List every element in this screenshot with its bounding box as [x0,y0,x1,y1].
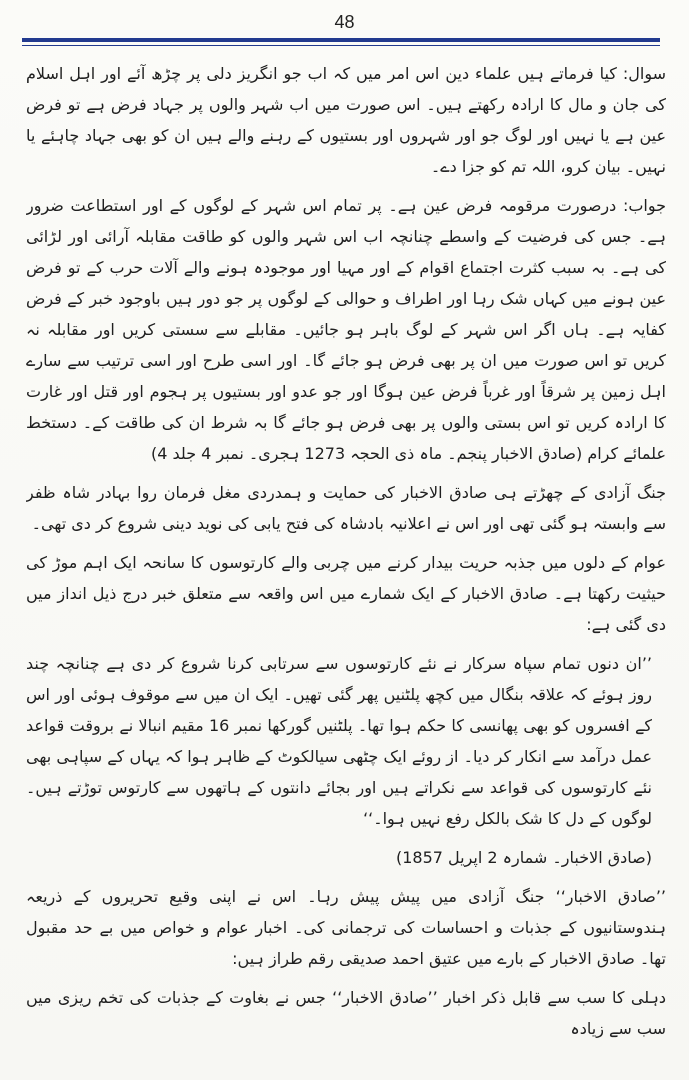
news-quote: ’’ان دنوں تمام سپاہ سرکار نے نئے کارتوسوں سے سرتابی کرنا شروع کر دی ہے چنانچہ چند روز ہوئے کہ علاقہ بنگال میں کچھ پلٹنیں پھر گئی تھیں۔ ایک ان میں سے موقوف ہوئی اور اس کے افسروں کو بھی پھانسی کا حکم ہوا تھا۔ پلٹنیں گورکھا نمبر 16 مقیم انبالا نے بروقت قواعد عمل درآمد سے انکار کر دیا۔ از روئے ایک چٹھی سیالکوٹ کے ظاہر ہوا کہ یہاں کے سپاہی بھی نئے کارتوسوں کی قواعد سے نکراتے ہیں اور بجائے دانتوں کے ہاتھوں سے کارتوس توڑتے ہیں۔ لوگوں کے دل کا شک بالکل رفع نہیں ہوا۔‘‘ [26,654,653,828]
closing-paragraph: ’’صادق الاخبار‘‘ جنگ آزادی میں پیش پیش رہا۔ اس نے اپنی وقیع تحریروں کے ذریعہ ہندوستانیوں کے جذبات و احساسات کی ترجمانی کی۔ اخبار عوام و خواص میں بے حد مقبول تھا۔ صادق الاخبار کے بارے میں عتیق احمد صدیقی رقم طراز ہیں: [26,887,666,968]
header-rule-thin [22,45,660,46]
intro-paragraph: عوام کے دلوں میں جذبہ حریت بیدار کرنے میں چربی والے کارتوسوں کا سانحہ ایک اہم موڑ کی حیثیت رکھتا ہے۔ صادق الاخبار کے ایک شمارے میں اس واقعہ سے متعلق خبر درج ذیل انداز میں دی گئی ہے: [26,553,666,634]
header-rule-thick [22,38,660,42]
final-line: دہلی کا سب سے قابل ذکر اخبار ’’صادق الاخبار‘‘ جس نے بغاوت کے جذبات کی تخم ریزی میں سب سے زیادہ [26,988,666,1038]
answer-paragraph: جواب: درصورت مرقومہ فرض عین ہے۔ پر تمام اس شہر کے لوگوں کے اور استطاعت ضرور ہے۔ جس کی فرضیت کے واسطے چنانچہ اب اس شہر والوں کو طاقت مقابلہ آرائی اور لڑائی کی ہے۔ بہ سبب کثرت اجتماع اقوام کے اور مہیا اور موجودہ ہونے والے آلات حرب کے تو فرض عین ہونے میں کہاں شک رہا اور اطراف و حوالی کے لوگوں پر جو دور ہیں باوجود خبر کے فرض کفایہ ہے۔ ہاں اگر اس شہر کے لوگ باہر ہو جائیں۔ مقابلے سے سستی کریں اور مقابلہ نہ کریں تو اس صورت میں ان پر بھی فرض ہو جائے گا۔ اور اسی طرح اور اسی ترتیب سے سارے اہل زمین پر شرقاً اور غرباً فرض عین ہوگا اور جو عدو اور بستیوں پر ہجوم اور قتل اور غارت کا ارادہ کریں تو اس بستی والوں پر بھی فرض ہو جائے گا بہ شرط ان کی طاقت کے۔ دستخط علمائے کرام (صادق الاخبار پنجم۔ ماہ ذی الحجہ 1273 ہجری۔ نمبر 4 جلد 4) [26,196,666,463]
question-paragraph: سوال: کیا فرماتے ہیں علماء دین اس امر میں کہ اب جو انگریز دلی پر چڑھ آئے اور اہل اسلام کی جان و مال کا ارادہ رکھتے ہیں۔ اس صورت میں اب شہر والوں پر جہاد فرض ہے تو فرض عین ہے یا نہیں اور لوگ جو اور شہروں اور بستیوں کے رہنے والے ہیں ان کو بھی جہاد چاہئے یا نہیں۔ بیان کرو، اللہ تم کو جزا دے۔ [26,64,666,176]
news-citation: (صادق الاخبار۔ شمارہ 2 اپریل 1857) [395,848,652,867]
page-content [26,58,666,1068]
page-number: 48 [334,12,355,32]
history-paragraph: جنگ آزادی کے چھڑتے ہی صادق الاخبار کی حمایت و ہمدردی مغل فرمان روا بہادر شاہ ظفر سے وابستہ ہو گئی تھی اور اس نے اعلانیہ بادشاہ کی فتح یابی کی نوید دینی شروع کر دی تھی۔ [26,483,666,533]
